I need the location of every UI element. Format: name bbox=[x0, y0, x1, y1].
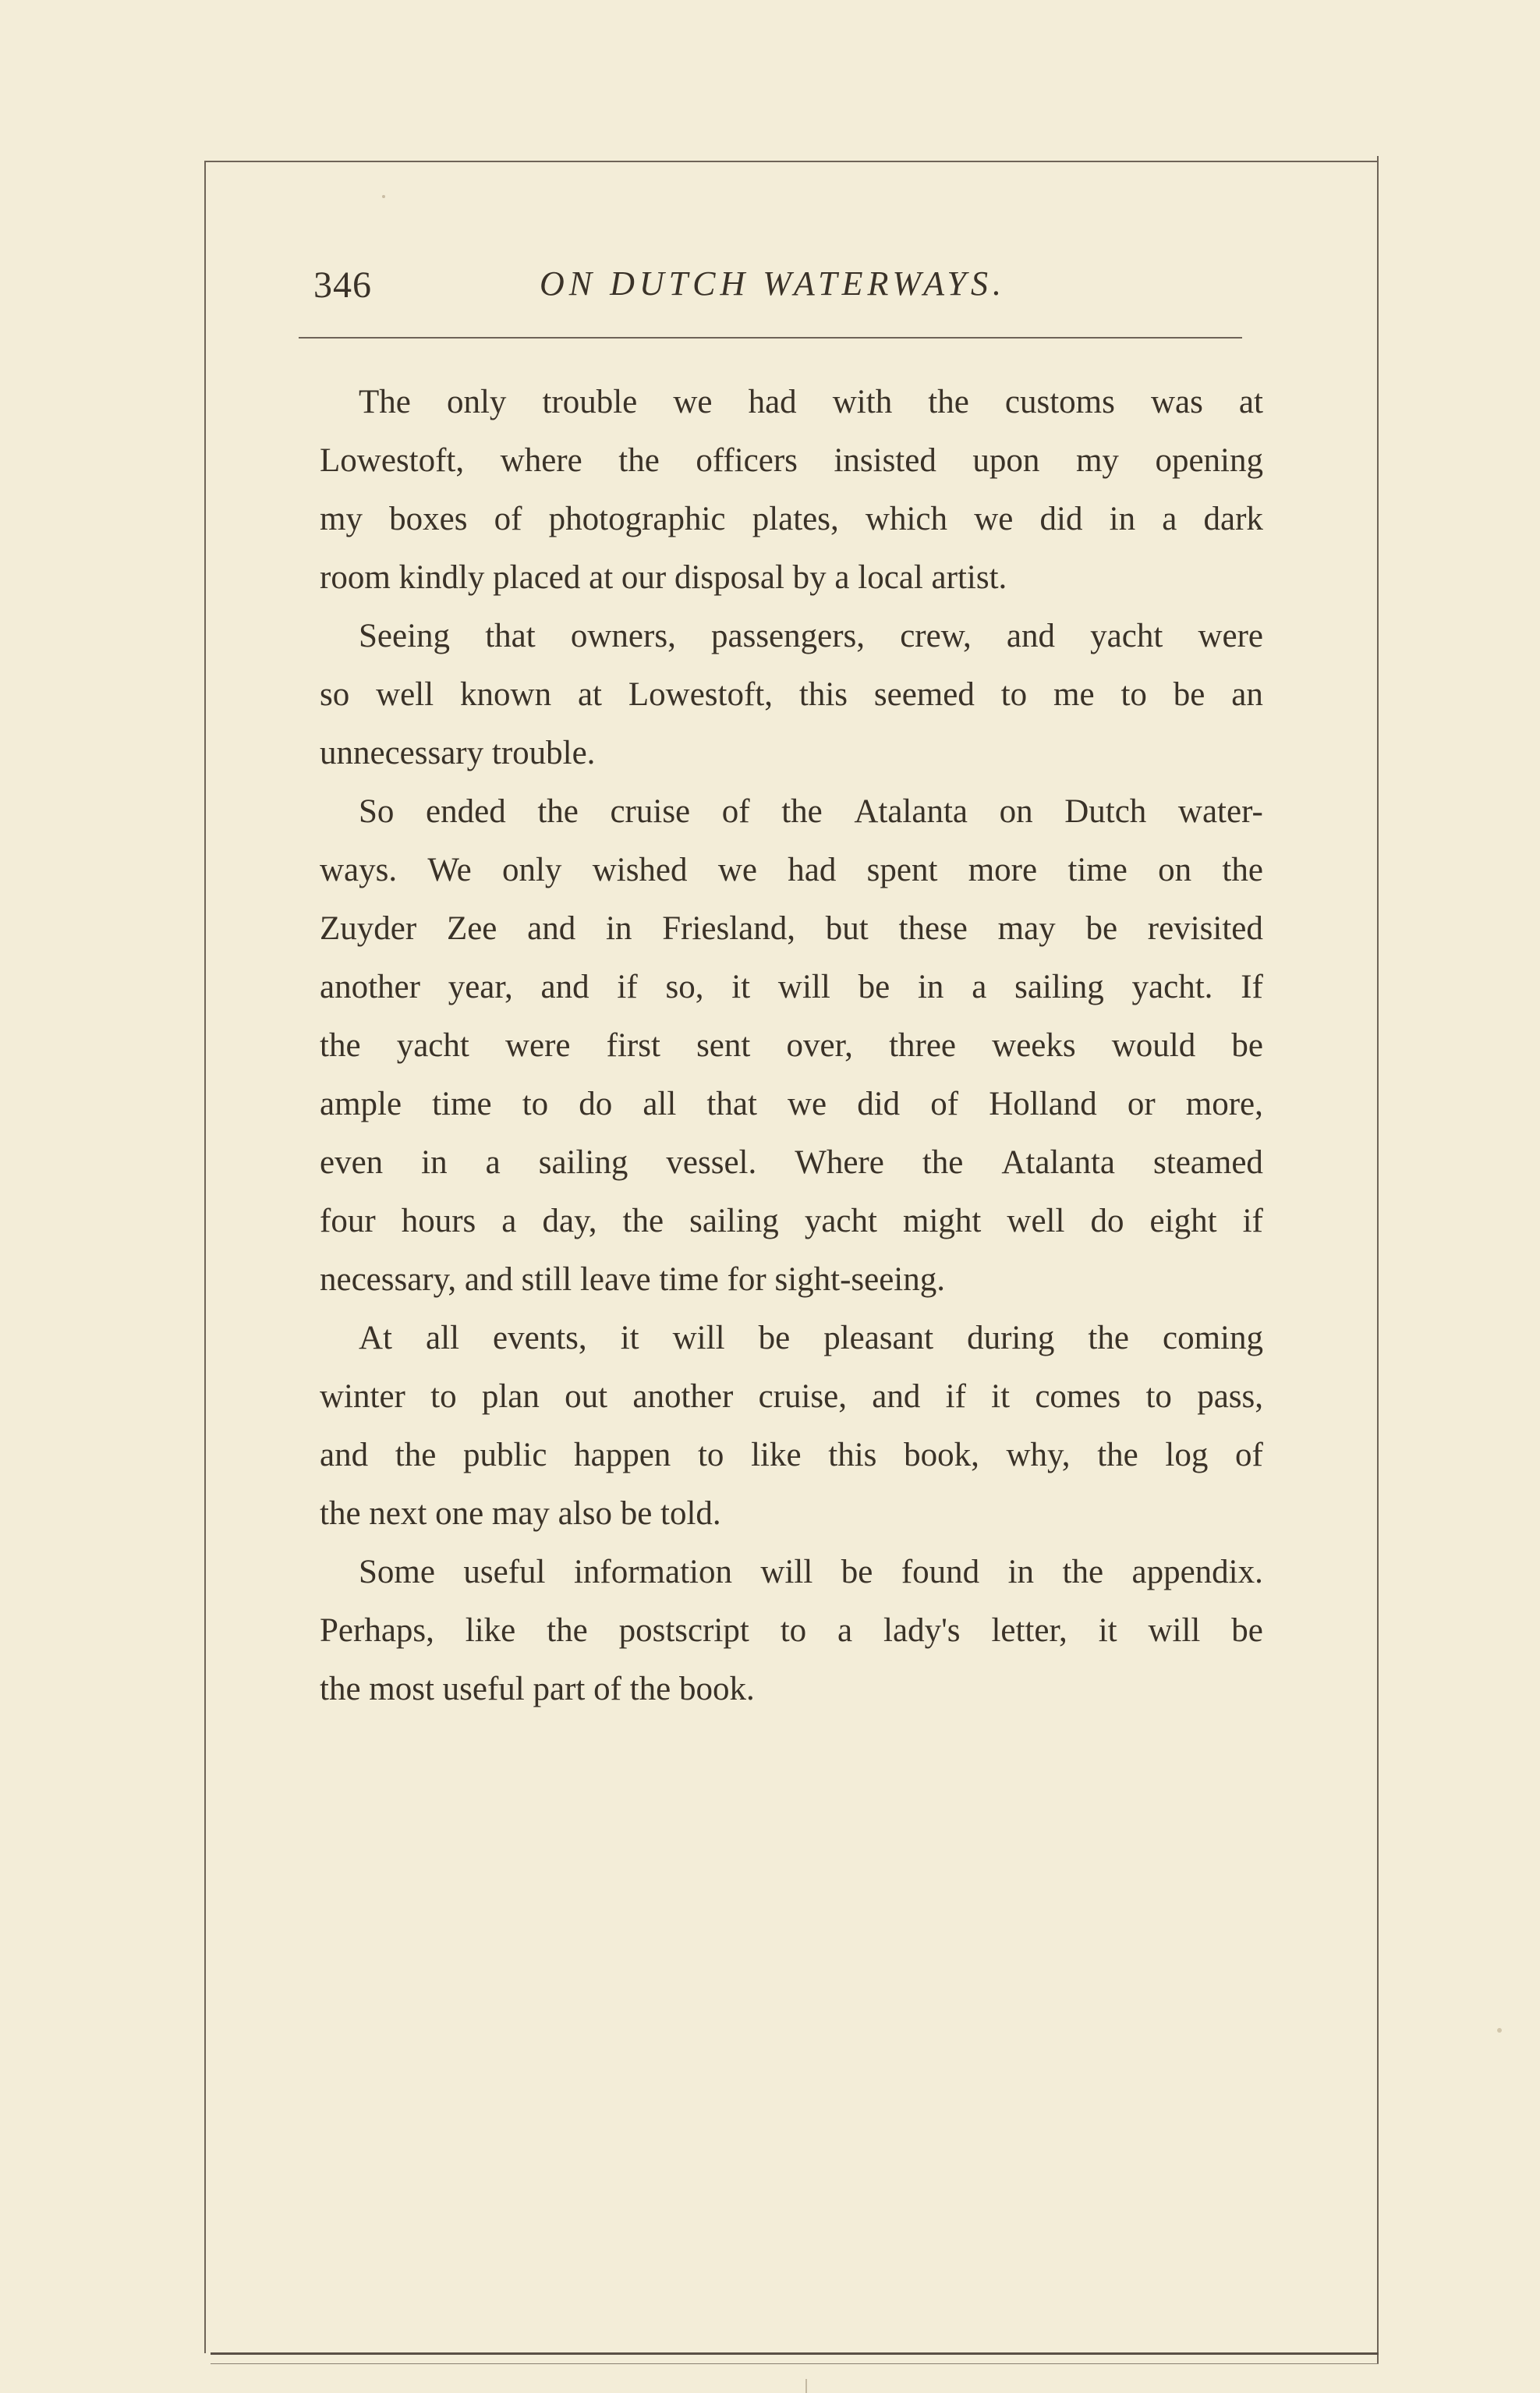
text-line: Zuyder Zee and in Friesland, but these may be revisited bbox=[320, 910, 1263, 947]
text-line: unnecessary trouble. bbox=[320, 735, 596, 771]
text-line: Perhaps, like the postscript to a lady's letter, it will be bbox=[320, 1612, 1263, 1649]
text-line: winter to plan out another cruise, and if it comes to pass, bbox=[320, 1378, 1263, 1415]
header-rule bbox=[299, 337, 1242, 339]
text-line: ample time to do all that we did of Holland or more, bbox=[320, 1086, 1263, 1122]
text-line: At all events, it will be pleasant during the coming bbox=[359, 1320, 1263, 1356]
page-frame-bottom-rule bbox=[211, 2352, 1379, 2355]
paragraph bbox=[320, 782, 1263, 1309]
body-text bbox=[320, 373, 1263, 1718]
text-line: Lowestoft, where the officers insisted upon my opening bbox=[320, 442, 1263, 479]
text-line: the yacht were first sent over, three weeks would be bbox=[320, 1027, 1263, 1064]
page-frame-left-rule bbox=[204, 161, 206, 2353]
page-header bbox=[313, 264, 1245, 318]
paper-speck bbox=[1497, 2028, 1502, 2033]
page-frame-right-rule bbox=[1377, 156, 1379, 2363]
text-line: another year, and if so, it will be in a sailing yacht. If bbox=[320, 969, 1263, 1005]
text-line: and the public happen to like this book, why, the log of bbox=[320, 1437, 1263, 1473]
page-number: 346 bbox=[313, 264, 372, 306]
page-frame-top-rule bbox=[204, 161, 1379, 162]
text-line: The only trouble we had with the customs was at bbox=[359, 384, 1263, 420]
paper-speck bbox=[382, 195, 385, 198]
page-frame-bottom-rule-thin bbox=[211, 2363, 1379, 2364]
paragraph bbox=[320, 373, 1263, 607]
text-line: ways. We only wished we had spent more time on the bbox=[320, 852, 1263, 888]
paragraph bbox=[320, 1543, 1263, 1718]
paragraph bbox=[320, 1309, 1263, 1543]
text-line: Seeing that owners, passengers, crew, and yacht were bbox=[359, 618, 1263, 654]
paragraph bbox=[320, 607, 1263, 782]
text-line: necessary, and still leave time for sight-seeing. bbox=[320, 1261, 946, 1298]
text-line: room kindly placed at our disposal by a local artist. bbox=[320, 559, 1007, 596]
text-line: the most useful part of the book. bbox=[320, 1671, 755, 1707]
text-line: So ended the cruise of the Atalanta on Dutch water- bbox=[359, 793, 1263, 830]
text-line: so well known at Lowestoft, this seemed to me to be an bbox=[320, 676, 1263, 713]
running-head: ON DUTCH WATERWAYS. bbox=[540, 264, 1007, 303]
text-line: even in a sailing vessel. Where the Atalanta steamed bbox=[320, 1144, 1263, 1181]
text-line: my boxes of photographic plates, which we did in a dark bbox=[320, 501, 1263, 537]
margin-mark bbox=[805, 2379, 807, 2393]
text-line: Some useful information will be found in the appendix. bbox=[359, 1554, 1263, 1590]
text-line: four hours a day, the sailing yacht might well do eight if bbox=[320, 1203, 1263, 1239]
text-line: the next one may also be told. bbox=[320, 1495, 721, 1532]
